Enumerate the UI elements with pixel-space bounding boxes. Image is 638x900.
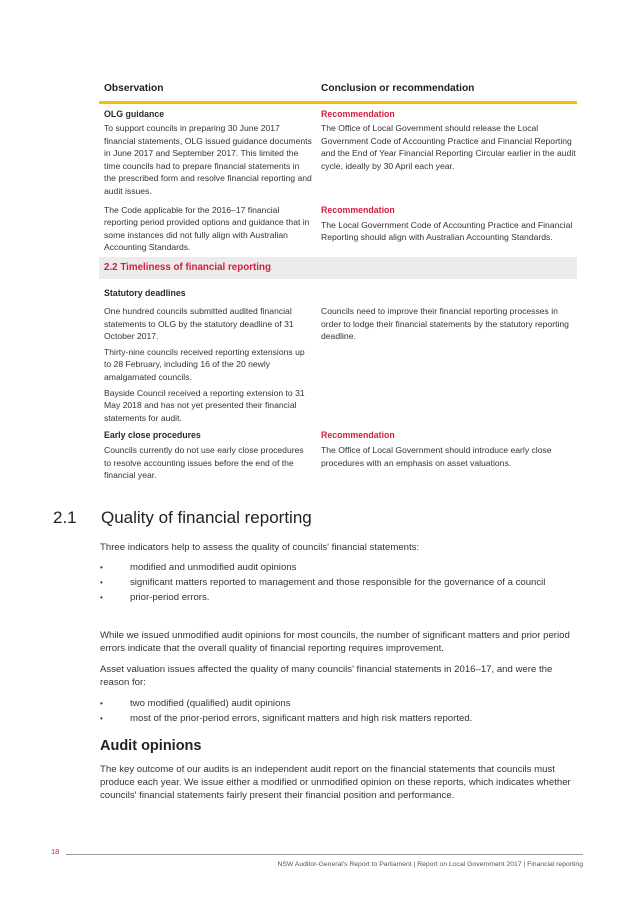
section-2-2-band: 2.2 Timeliness of financial reporting <box>99 257 577 279</box>
section-title: Quality of financial reporting <box>101 508 312 527</box>
bullet-icon: • <box>100 699 103 708</box>
footer-text: NSW Auditor-General's Report to Parliament | Report on Local Government 2017 | Financial reporting <box>277 861 583 868</box>
header-conclusion: Conclusion or recommendation <box>321 83 475 94</box>
table-row <box>99 287 577 299</box>
statutory-observations <box>99 305 321 424</box>
paragraph: Asset valuation issues affected the quality of many councils' financial statements in 2016–17, and were the reason for: <box>100 664 553 688</box>
early-close-observation: Councils currently do not use early close procedures to resolve accounting issues before the end of the financial year. <box>104 445 304 481</box>
olg-recommendation-2: The Local Government Code of Accounting Practice and Financial Reporting should align with Australian Accounting Standards. <box>321 219 573 243</box>
table-header <box>99 82 577 104</box>
bullet-icon: • <box>100 714 103 723</box>
table-row <box>99 444 577 482</box>
olg-observation-1: To support councils in preparing 30 June 2017 financial statements, OLG issued guidance documents in June 2017 and September 2017. This limited the time councils had to prepare financial statements in the prescribed form and resolve financial reporting and audit issues. <box>104 123 312 196</box>
table-row <box>99 204 577 254</box>
statutory-observation-2: Thirty-nine councils received reporting extensions up to 28 February, including 16 of the 20 newly amalgamated councils. <box>104 346 305 382</box>
list-item: • significant matters reported to management and those responsible for the governance of a council <box>100 577 546 588</box>
statutory-deadlines-heading: Statutory deadlines <box>104 287 186 298</box>
bullet-icon: • <box>100 578 103 587</box>
bullet-icon: • <box>100 593 103 602</box>
olg-guidance-heading: OLG guidance <box>104 109 165 119</box>
statutory-conclusion: Councils need to improve their financial reporting processes in order to lodge their financial statements by the statutory reporting deadline. <box>321 305 569 342</box>
recommendation-label: Recommendation <box>321 109 395 119</box>
section-intro: Three indicators help to assess the quality of councils' financial statements: <box>100 542 420 553</box>
paragraph: The key outcome of our audits is an independent audit report on the financial statements that councils must produce each year. We issue either a modified or unmodified opinion on these reports, which indicates whether councils' financial statements fairly present their financial position and performance. <box>100 764 571 801</box>
indicator-list <box>100 561 578 606</box>
table-row <box>99 108 577 120</box>
table-row <box>99 305 577 424</box>
recommendation-label: Recommendation <box>321 430 395 441</box>
early-close-heading: Early close procedures <box>104 430 201 441</box>
page-number: 18 <box>51 847 60 856</box>
recommendation-label: Recommendation <box>321 204 395 215</box>
table-row <box>99 429 577 441</box>
bullet-icon: • <box>100 563 103 572</box>
footer-divider <box>66 854 583 855</box>
list-item: • most of the prior-period errors, significant matters and high risk matters reported. <box>100 713 473 724</box>
section-number: 2.1 <box>53 508 77 527</box>
audit-opinions-heading: Audit opinions <box>100 738 202 754</box>
list-item: • prior-period errors. <box>100 592 210 603</box>
olg-observation-2: The Code applicable for the 2016–17 financial reporting period provided options and guidance that in some instances did not fully align with Australian Accounting Standards. <box>104 204 310 253</box>
section-heading <box>53 508 312 528</box>
statutory-observation-3: Bayside Council received a reporting extension to 31 May 2018 and has not yet presented their financial statements for audit. <box>104 387 305 423</box>
olg-recommendation-2-cell <box>321 204 577 254</box>
summary-table <box>99 82 577 482</box>
table-row <box>99 122 577 198</box>
asset-valuation-list <box>100 697 578 727</box>
statutory-observation-1: One hundred councils submitted audited financial statements to OLG by the statutory deadline of 31 October 2017. <box>104 305 294 342</box>
olg-recommendation-1: The Office of Local Government should release the Local Government Code of Accounting Practice and Financial Reporting and the End of Year Financial Reporting Circular earlier in the audit cycle, ideally by 30 April each year. <box>321 123 576 171</box>
early-close-recommendation: The Office of Local Government should introduce early close procedures with an emphasis on asset valuations. <box>321 445 552 468</box>
list-item: • modified and unmodified audit opinions <box>100 562 297 573</box>
paragraph: While we issued unmodified audit opinions for most councils, the number of significant matters and prior period errors indicate that the overall quality of financial reporting requires improvement. <box>100 630 570 654</box>
list-item: • two modified (qualified) audit opinions <box>100 698 291 709</box>
header-observation: Observation <box>104 83 164 94</box>
